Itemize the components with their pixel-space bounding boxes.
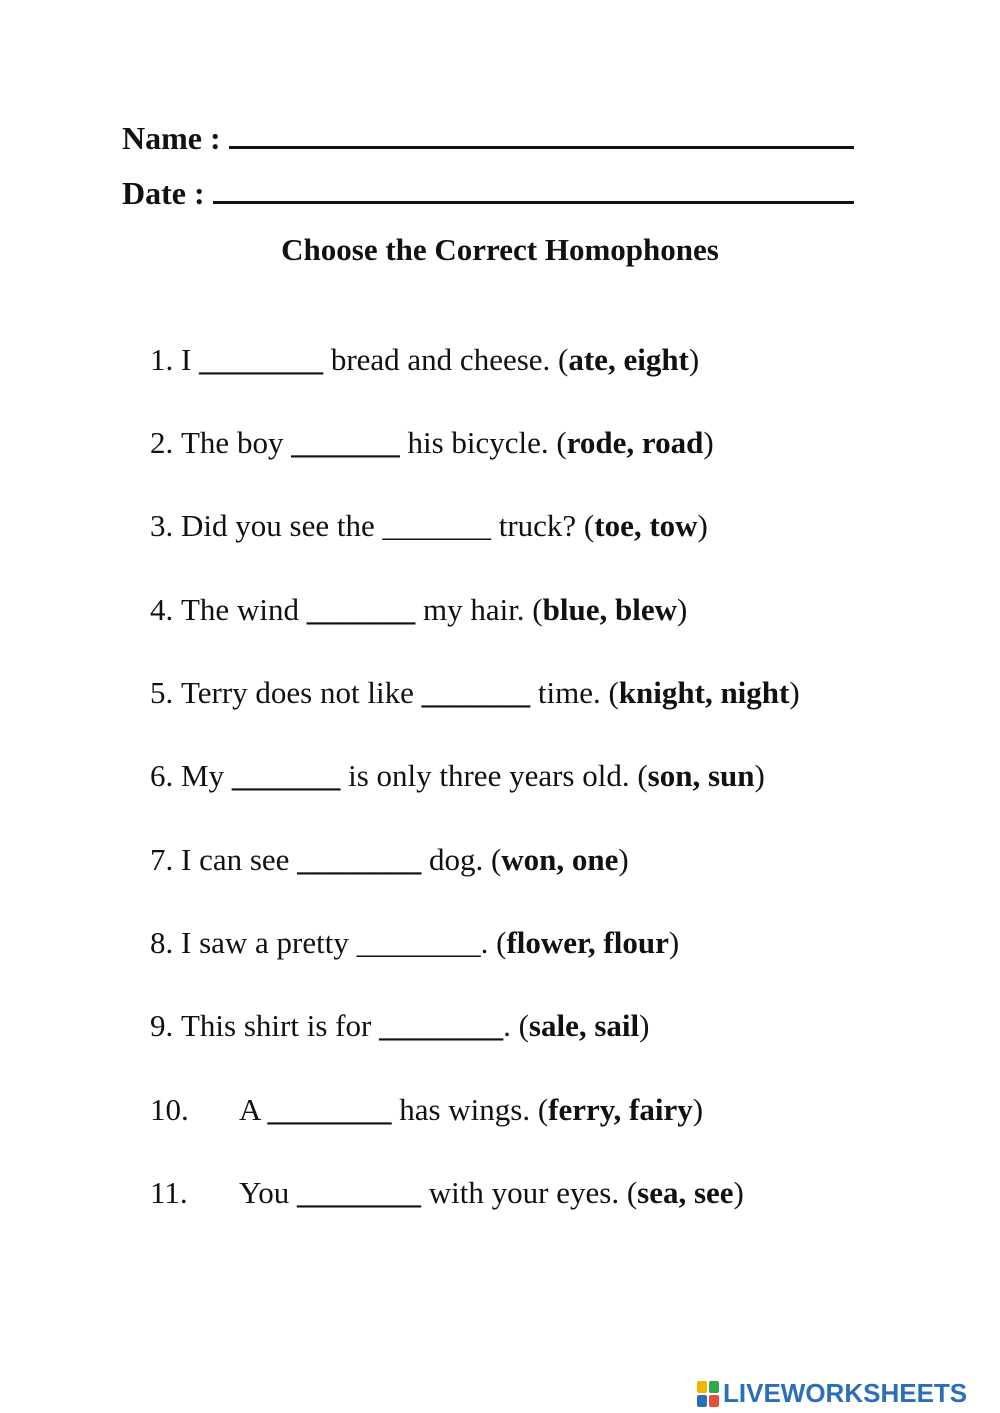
answer-options: knight, night — [618, 675, 790, 710]
answer-options: sea, see — [637, 1175, 734, 1210]
question-text: The wind — [181, 592, 307, 627]
answer-options: ferry, fairy — [548, 1092, 693, 1127]
answer-blank[interactable]: ________ — [379, 1008, 504, 1043]
name-row — [122, 120, 854, 157]
answer-options: won, one — [501, 842, 619, 877]
brand-text: LIVEWORKSHEETS — [723, 1378, 968, 1408]
question-text: . ( — [503, 1008, 529, 1043]
question-4 — [150, 592, 687, 628]
question-8 — [150, 925, 679, 961]
question-text: Did you see the — [181, 508, 383, 543]
answer-blank[interactable]: _______ — [382, 508, 491, 543]
question-number: 5. — [150, 675, 174, 710]
question-number: 9. — [150, 1008, 174, 1043]
answer-blank[interactable]: ________ — [297, 842, 422, 877]
answer-blank[interactable]: ________ — [199, 342, 324, 377]
closing-paren: ) — [639, 1008, 650, 1043]
logo-tile-icon — [697, 1395, 707, 1407]
closing-paren: ) — [676, 592, 688, 627]
name-label: Name : — [122, 120, 221, 156]
question-text: my hair. ( — [415, 592, 543, 627]
question-text: has wings. ( — [391, 1092, 549, 1127]
closing-paren: ) — [754, 758, 765, 793]
question-text: his bicycle. ( — [399, 425, 567, 460]
date-row — [122, 175, 854, 212]
answer-options: son, sun — [647, 758, 755, 793]
question-number: 4. — [150, 592, 174, 627]
logo-tile-icon — [709, 1395, 719, 1407]
question-7 — [150, 842, 629, 878]
closing-paren: ) — [789, 675, 800, 710]
closing-paren: ) — [618, 842, 629, 877]
question-text: time. ( — [530, 675, 619, 710]
date-field[interactable] — [213, 179, 854, 204]
question-number: 11. — [150, 1175, 188, 1210]
question-9 — [150, 1008, 649, 1044]
answer-blank[interactable]: _______ — [306, 592, 416, 627]
answer-blank[interactable]: ________ — [267, 1092, 392, 1127]
liveworksheets-logo-icon — [697, 1381, 719, 1407]
answer-options: ate, eight — [568, 342, 689, 377]
question-text: dog. ( — [421, 842, 502, 877]
question-text: This shirt is for — [181, 1008, 380, 1043]
liveworksheets-brand[interactable] — [697, 1378, 967, 1409]
question-text: with your eyes. ( — [421, 1175, 638, 1210]
question-number: 8. — [150, 925, 174, 960]
question-text: Terry does not like — [181, 675, 422, 710]
question-number: 2. — [150, 425, 174, 460]
question-number: 1. — [150, 342, 174, 377]
logo-tile-icon — [697, 1381, 707, 1393]
question-2 — [150, 425, 714, 461]
question-text: The boy — [181, 425, 292, 460]
answer-options: flower, flour — [506, 925, 669, 960]
question-text: bread and cheese. ( — [323, 342, 569, 377]
question-6 — [150, 758, 765, 794]
answer-options: sale, sail — [528, 1008, 640, 1043]
question-text: I can see — [181, 842, 298, 877]
question-11 — [150, 1175, 744, 1211]
question-text: I saw a pretty — [181, 925, 357, 960]
question-number: 10. — [150, 1092, 189, 1127]
question-3 — [150, 508, 708, 544]
question-text: . ( — [480, 925, 507, 960]
worksheet-title: Choose the Correct Homophones — [281, 232, 719, 267]
closing-paren: ) — [733, 1175, 744, 1210]
logo-tile-icon — [709, 1381, 719, 1393]
answer-blank[interactable]: _______ — [421, 675, 531, 710]
question-5 — [150, 675, 800, 711]
question-text: truck? ( — [490, 508, 595, 543]
question-text: My — [181, 758, 232, 793]
closing-paren: ) — [697, 508, 708, 543]
question-10 — [150, 1092, 703, 1128]
closing-paren: ) — [668, 925, 680, 960]
answer-options: toe, tow — [594, 508, 698, 543]
answer-blank[interactable]: ________ — [297, 1175, 422, 1210]
date-label: Date : — [122, 175, 205, 211]
closing-paren: ) — [692, 1092, 704, 1127]
answer-options: blue, blew — [542, 592, 677, 627]
question-1 — [150, 342, 699, 378]
answer-blank[interactable]: _______ — [231, 758, 341, 793]
answer-options: rode, road — [566, 425, 704, 460]
closing-paren: ) — [703, 425, 714, 460]
question-text: I — [181, 342, 200, 377]
question-number: 7. — [150, 842, 174, 877]
question-number: 3. — [150, 508, 174, 543]
name-field[interactable] — [229, 124, 854, 149]
question-text: You — [239, 1175, 298, 1210]
question-number: 6. — [150, 758, 174, 793]
question-text: A — [239, 1092, 268, 1127]
question-text: is only three years old. ( — [340, 758, 648, 793]
answer-blank[interactable]: _______ — [291, 425, 400, 460]
answer-blank[interactable]: ________ — [356, 925, 481, 960]
closing-paren: ) — [688, 342, 700, 377]
